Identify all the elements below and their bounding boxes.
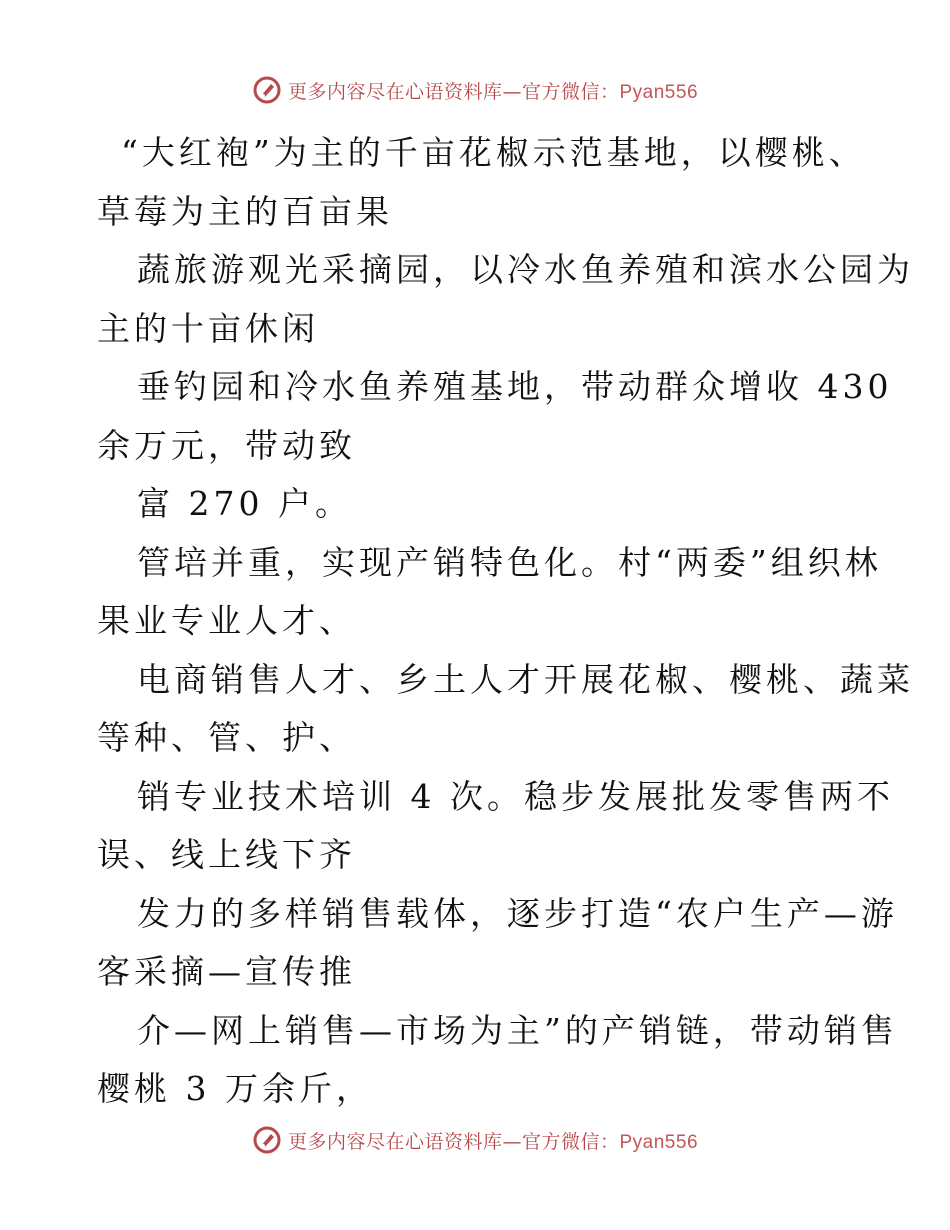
pen-logo-icon [252,1125,282,1155]
header-banner-text [288,77,698,104]
body-line: 富 270 户。 [137,484,352,523]
body-line: 草莓为主的百亩果 [97,191,393,231]
body-line: 管培并重，实现产销特色化。村“两委”组织林 [137,542,882,582]
header-banner [0,70,950,110]
body-line: 介—网上销售—市场为主”的产销链，带动销售 [137,1010,898,1050]
footer-banner-title: 更多内容尽在心语资料库 [287,1130,503,1153]
body-line: 余万元，带动致 [97,425,356,465]
body-line: 电商销售人才、乡土人才开展花椒、樱桃、蔬菜 [137,659,914,699]
footer-banner [0,1120,950,1160]
body-line: 发力的多样销售载体，逐步打造“农户生产—游 [137,893,898,933]
pen-logo-icon [252,75,282,105]
footer-banner-suffix: 官方微信： [521,1130,620,1153]
body-line: 销专业技术培训 4 次。稳步发展批发零售两不 [137,776,894,816]
header-banner-title: 更多内容尽在心语资料库 [287,80,503,103]
body-line: 樱桃 3 万余斤， [97,1069,373,1108]
body-line: 果业专业人才、 [97,601,356,640]
body-line: 等种、管、护、 [97,718,356,757]
body-line: 主的十亩休闲 [97,308,319,348]
body-line: 误、线上线下齐 [97,835,356,874]
body-line: 蔬旅游观光采摘园，以冷水鱼养殖和滨水公园为 [137,250,914,289]
body-line: 垂钓园和冷水鱼养殖基地，带动群众增收 430 [137,367,893,406]
footer-banner-handle: Pyan556 [619,1131,699,1153]
document-body [97,124,914,1119]
header-banner-separator: — [502,80,522,103]
body-line: “大红袍”为主的千亩花椒示范基地，以樱桃、 [121,133,866,172]
footer-banner-text [288,1127,698,1154]
header-banner-handle: Pyan556 [619,81,699,103]
body-line: 客采摘—宣传推 [97,952,356,991]
header-banner-suffix: 官方微信： [521,80,620,103]
footer-banner-separator: — [502,1130,522,1153]
